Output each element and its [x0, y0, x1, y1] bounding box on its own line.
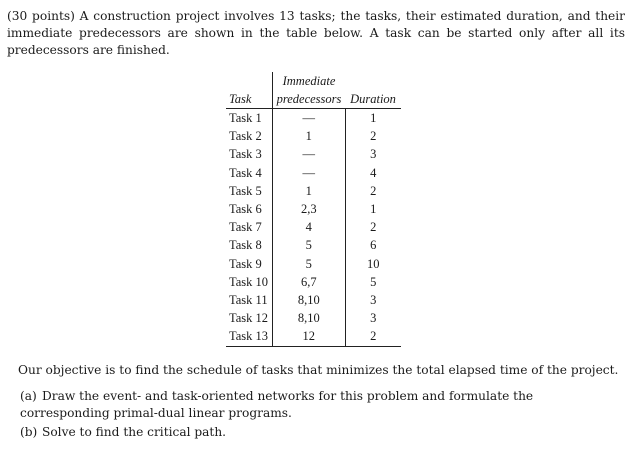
part-a-text: Draw the event- and task-oriented networks for this problem and formulate the corresponding primal-dual linear programs.: [20, 389, 534, 420]
duration-cell: 2: [345, 327, 401, 346]
task-cell: Task 10: [229, 274, 269, 289]
duration-cell: 10: [367, 256, 380, 271]
empty-header-cell: [226, 72, 273, 90]
task-cell: Task 4: [229, 165, 262, 180]
header-predecessors-line2: predecessors: [273, 90, 346, 109]
table-row: [226, 255, 401, 273]
header-task: Task: [226, 90, 273, 109]
table-row: [226, 327, 401, 346]
task-table-container: [226, 72, 401, 347]
predecessors-cell: 6,7: [273, 273, 346, 291]
predecessors-cell: 5: [273, 255, 346, 273]
table-row: [226, 164, 401, 182]
task-cell: Task 7: [229, 220, 262, 235]
header-predecessors-line1: Immediate: [273, 72, 346, 90]
table-row: [226, 236, 401, 254]
duration-cell: 1: [370, 111, 377, 125]
part-b-text: Solve to find the critical path.: [42, 425, 227, 439]
table-header-row-top: [226, 72, 401, 90]
part-b: [20, 424, 625, 441]
table-row: [226, 200, 401, 218]
predecessors-cell: 1: [273, 182, 346, 200]
predecessors-cell: 8,10: [273, 291, 346, 309]
predecessors-cell: 2,3: [273, 200, 346, 218]
duration-cell: 3: [370, 293, 377, 308]
header-duration: Duration: [345, 90, 401, 109]
duration-cell: 2: [370, 220, 377, 235]
duration-cell: 2: [370, 183, 377, 198]
table-row: [226, 218, 401, 236]
predecessors-cell: 4: [273, 218, 346, 236]
duration-cell: 4: [370, 165, 377, 180]
table-row: [226, 273, 401, 291]
predecessors-cell: 1: [273, 127, 346, 145]
task-cell: Task 5: [229, 183, 262, 198]
task-cell: Task 11: [229, 293, 268, 308]
duration-cell: 3: [370, 311, 377, 326]
problem-intro: (30 points) A construction project involves 13 tasks; the tasks, their estimated duration, and their immediate predecessors are shown in the table below. A task can be started only after all its predecessors are finished.: [7, 9, 625, 57]
table-row: [226, 145, 401, 163]
part-a: [20, 388, 625, 422]
empty-header-cell: [345, 72, 401, 90]
part-b-label: (b): [20, 425, 38, 439]
table-row: [226, 109, 401, 128]
table-header-row: [226, 90, 401, 109]
table-row: [226, 182, 401, 200]
task-cell: Task 12: [229, 311, 269, 326]
task-cell: Task 2: [229, 129, 262, 144]
task-table: [226, 72, 401, 347]
predecessors-cell: 12: [273, 327, 346, 346]
duration-cell: 1: [370, 202, 377, 217]
task-cell: Task 3: [229, 147, 262, 162]
duration-cell: 2: [370, 129, 377, 144]
task-cell: Task 13: [226, 327, 273, 346]
predecessors-cell: 5: [273, 236, 346, 254]
task-table-body: [226, 109, 401, 347]
task-cell: Task 1: [229, 111, 262, 125]
table-row: [226, 127, 401, 145]
predecessors-cell: —: [273, 109, 346, 128]
duration-cell: 3: [370, 147, 377, 162]
task-cell: Task 9: [229, 256, 262, 271]
table-row: [226, 291, 401, 309]
table-row: [226, 309, 401, 327]
objective-text: Our objective is to find the schedule of tasks that minimizes the total elapsed time of the project.: [18, 363, 619, 377]
part-a-label: (a): [20, 389, 37, 403]
task-cell: Task 6: [229, 202, 262, 217]
predecessors-cell: —: [273, 145, 346, 163]
predecessors-cell: 8,10: [273, 309, 346, 327]
duration-cell: 6: [370, 238, 377, 253]
predecessors-cell: —: [273, 164, 346, 182]
duration-cell: 5: [370, 274, 377, 289]
task-cell: Task 8: [229, 238, 262, 253]
